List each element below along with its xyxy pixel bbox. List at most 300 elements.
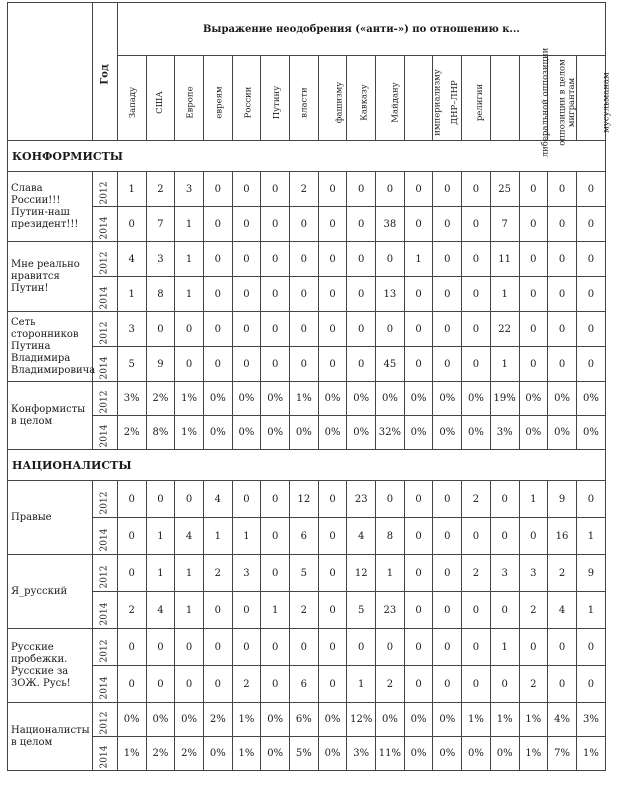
value-cell: 0 [232,172,261,207]
year-column-header [93,3,118,141]
value-cell: 2 [462,555,491,592]
value-cell: 0 [433,592,462,629]
value-cell: 2% [117,416,146,450]
value-cell: 0 [519,242,548,277]
value-cell: 2% [203,703,232,737]
table-row [8,629,606,666]
value-cell: 0 [203,312,232,347]
value-cell: 0 [290,277,319,312]
value-cell: 0% [548,382,577,416]
value-cell: 0 [318,172,347,207]
value-cell: 0 [175,347,204,382]
value-cell: 11 [490,242,519,277]
value-cell: 0% [318,703,347,737]
value-cell: 0 [318,666,347,703]
year-cell [93,312,118,347]
value-cell: 1 [404,242,433,277]
value-cell: 1 [261,592,290,629]
value-cell: 4 [117,242,146,277]
value-cell: 0 [490,666,519,703]
value-cell: 0 [548,666,577,703]
value-cell: 7 [146,207,175,242]
year-cell [93,242,118,277]
value-cell: 2 [519,666,548,703]
value-cell: 2% [146,737,175,771]
value-cell: 38 [376,207,405,242]
year-cell [93,416,118,450]
year-cell [93,382,118,416]
value-cell: 0% [548,416,577,450]
table-row [8,277,606,312]
value-cell: 0 [433,555,462,592]
section-title: НАЦИОНАЛИСТЫ [8,450,606,481]
value-cell: 0% [175,703,204,737]
year-label: 2012 [99,565,110,588]
value-cell: 0 [404,555,433,592]
year-label: 2014 [99,676,110,699]
column-header-label: Путину [272,85,283,119]
column-header-label: ДНР–ЛНР [450,79,461,125]
value-cell: 0 [376,312,405,347]
value-cell: 23 [376,592,405,629]
value-cell: 0% [433,416,462,450]
value-cell: 0% [347,382,376,416]
value-cell: 1% [232,737,261,771]
table-row [8,347,606,382]
value-cell: 0 [462,592,491,629]
value-cell: 0 [548,277,577,312]
year-label: 2012 [99,711,110,735]
value-cell: 0 [433,277,462,312]
value-cell: 0% [433,382,462,416]
value-cell: 0% [519,416,548,450]
value-cell: 0 [433,172,462,207]
value-cell: 0 [433,207,462,242]
value-cell: 0 [117,481,146,518]
value-cell: 0 [203,172,232,207]
value-cell: 4 [347,518,376,555]
value-cell: 0% [261,703,290,737]
column-header-label: Европе [185,85,196,119]
column-header [490,47,551,157]
value-cell: 3 [490,555,519,592]
value-cell: 1% [117,737,146,771]
value-cell: 0 [404,312,433,347]
column-header-label: власти [299,86,310,118]
value-cell: 0% [290,416,319,450]
value-cell: 0 [117,555,146,592]
value-cell: 0 [519,207,548,242]
value-cell: 0 [232,347,261,382]
column-header-label: мусульманам [601,71,612,133]
value-cell: 0 [318,518,347,555]
value-cell: 1 [519,481,548,518]
column-header-label: Майдану [390,81,401,123]
value-cell: 0% [462,382,491,416]
column-header [404,56,443,141]
value-cell: 0% [146,703,175,737]
value-cell: 0 [376,172,405,207]
value-cell: 0 [146,629,175,666]
value-cell: 0 [146,666,175,703]
value-cell: 0 [519,312,548,347]
value-cell: 0 [203,592,232,629]
value-cell: 0 [576,172,605,207]
table-row [8,382,606,416]
value-cell: 1 [117,277,146,312]
value-cell: 16 [548,518,577,555]
value-cell: 0% [203,416,232,450]
value-cell: 0 [232,312,261,347]
value-cell: 0 [376,242,405,277]
year-label: 2014 [99,424,110,448]
value-cell: 0% [433,703,462,737]
value-cell: 0 [318,347,347,382]
value-cell: 3% [347,737,376,771]
value-cell: 0 [318,555,347,592]
value-cell: 0 [261,347,290,382]
value-cell: 0 [433,629,462,666]
value-cell: 3% [490,416,519,450]
value-cell: 0 [462,277,491,312]
value-cell: 7 [490,207,519,242]
value-cell: 6 [290,518,319,555]
value-cell: 0 [290,207,319,242]
year-cell [93,481,118,518]
value-cell: 0 [318,242,347,277]
survey-table-wrapper [7,2,612,771]
value-cell: 13 [376,277,405,312]
year-label: 2014 [99,216,110,239]
value-cell: 0 [117,666,146,703]
group-name: Конформисты в целом [8,382,93,450]
value-cell: 0 [347,629,376,666]
year-label: 2012 [99,390,110,414]
column-header-label: фашизму [333,81,344,123]
year-label: 2014 [99,286,110,309]
value-cell: 0 [261,666,290,703]
column-header [376,56,405,141]
table-row [8,481,606,518]
value-cell: 0 [318,629,347,666]
value-cell: 0% [404,737,433,771]
value-cell: 0 [318,481,347,518]
value-cell: 1 [146,555,175,592]
value-cell: 2 [146,172,175,207]
value-cell: 1 [576,592,605,629]
value-cell: 0% [318,416,347,450]
value-cell: 0 [261,481,290,518]
value-cell: 0% [203,737,232,771]
value-cell: 0 [232,242,261,277]
column-header [290,56,319,141]
column-header [175,56,204,141]
value-cell: 0 [490,592,519,629]
value-cell: 0 [347,207,376,242]
value-cell: 8 [376,518,405,555]
value-cell: 0 [376,481,405,518]
value-cell: 32% [376,416,405,450]
value-cell: 0 [433,518,462,555]
value-cell: 22 [490,312,519,347]
value-cell: 0 [576,277,605,312]
value-cell: 0 [433,666,462,703]
value-cell: 3 [232,555,261,592]
value-cell: 12 [290,481,319,518]
value-cell: 0 [462,242,491,277]
value-cell: 0 [203,242,232,277]
value-cell: 19% [490,382,519,416]
value-cell: 1 [175,592,204,629]
group-name: Слава России!!! Путин-наш президент!!! [8,172,93,242]
value-cell: 0 [117,629,146,666]
value-cell: 0 [404,347,433,382]
value-cell: 0 [548,207,577,242]
value-cell: 0 [490,481,519,518]
value-cell: 0 [261,555,290,592]
value-cell: 0 [576,347,605,382]
value-cell: 0% [232,382,261,416]
value-cell: 0% [261,382,290,416]
value-cell: 0 [347,172,376,207]
value-cell: 2 [290,592,319,629]
value-cell: 0 [376,629,405,666]
value-cell: 0 [576,629,605,666]
value-cell: 12% [347,703,376,737]
year-cell [93,207,118,242]
value-cell: 0% [261,737,290,771]
value-cell: 0 [576,207,605,242]
table-row [8,312,606,347]
value-cell: 5% [290,737,319,771]
value-cell: 0 [203,207,232,242]
column-header [576,56,612,141]
value-cell: 1 [232,518,261,555]
group-name: Сеть сторонников Путина Владимира Владимировича [8,312,93,382]
anti-attitudes-table [7,2,612,771]
value-cell: 0% [203,382,232,416]
value-cell: 0% [576,382,605,416]
value-cell: 2 [548,555,577,592]
value-cell: 0 [290,347,319,382]
value-cell: 23 [347,481,376,518]
value-cell: 3% [576,703,605,737]
value-cell: 1% [519,737,548,771]
value-cell: 7% [548,737,577,771]
value-cell: 1% [175,416,204,450]
value-cell: 1 [490,277,519,312]
group-name: Я_русский [8,555,93,629]
value-cell: 1 [376,555,405,592]
value-cell: 0 [232,207,261,242]
value-cell: 0 [203,666,232,703]
value-cell: 25 [490,172,519,207]
value-cell: 0 [548,242,577,277]
value-cell: 0 [404,277,433,312]
value-cell: 0 [576,312,605,347]
value-cell: 0 [117,518,146,555]
value-cell: 0 [462,312,491,347]
column-header [261,56,290,141]
value-cell: 0% [117,703,146,737]
value-cell: 0 [146,312,175,347]
value-cell: 1 [347,666,376,703]
value-cell: 0 [519,277,548,312]
value-cell: 0 [519,629,548,666]
value-cell: 6 [290,666,319,703]
year-cell [93,666,118,703]
column-header [203,56,232,141]
value-cell: 0 [261,207,290,242]
value-cell: 0 [261,312,290,347]
value-cell: 0 [146,481,175,518]
value-cell: 0 [261,277,290,312]
value-cell: 4 [175,518,204,555]
year-label: 2012 [99,639,110,662]
value-cell: 11% [376,737,405,771]
column-header [232,56,261,141]
value-cell: 4 [203,481,232,518]
year-cell [93,703,118,737]
year-label: 2012 [99,491,110,514]
year-cell [93,737,118,771]
value-cell: 1 [117,172,146,207]
value-cell: 8 [146,277,175,312]
year-cell [93,555,118,592]
value-cell: 0 [462,347,491,382]
table-row [8,666,606,703]
value-cell: 0 [462,629,491,666]
value-cell: 1 [175,242,204,277]
year-label: 2012 [99,251,110,274]
table-row [8,172,606,207]
column-header-label: Кавказу [360,83,371,121]
value-cell: 3% [117,382,146,416]
value-cell: 1 [203,518,232,555]
group-name: Националисты в целом [8,703,93,771]
value-cell: 0% [462,416,491,450]
value-cell: 3 [146,242,175,277]
value-cell: 0 [117,207,146,242]
value-cell: 0 [347,312,376,347]
value-cell: 1 [175,207,204,242]
value-cell: 1% [232,703,261,737]
value-cell: 0 [347,277,376,312]
value-cell: 0% [261,416,290,450]
value-cell: 1 [490,629,519,666]
group-name: Русские пробежки. Русские за ЗОЖ. Русь! [8,629,93,703]
column-header-label: США [154,90,165,114]
value-cell: 0% [404,382,433,416]
section-row [8,450,606,481]
value-cell: 0% [576,416,605,450]
value-cell: 0 [261,629,290,666]
value-cell: 8% [146,416,175,450]
year-label: 2014 [99,528,110,551]
value-cell: 1% [175,382,204,416]
value-cell: 0 [433,242,462,277]
value-cell: 0 [232,277,261,312]
value-cell: 0 [519,347,548,382]
value-cell: 0 [261,172,290,207]
table-row [8,242,606,277]
value-cell: 0 [232,481,261,518]
column-header-label: либеральной оппозиции [540,47,551,157]
table-title-text: Выражение неодобрения («анти-») по отношению к... [202,23,520,35]
group-name: Правые [8,481,93,555]
value-cell: 0 [261,518,290,555]
value-cell: 0 [404,592,433,629]
table-row [8,416,606,450]
value-cell: 0 [347,242,376,277]
year-header-label: Год [99,64,111,85]
value-cell: 1 [576,518,605,555]
value-cell: 6% [290,703,319,737]
group-name: Мне реально нравится Путин! [8,242,93,312]
value-cell: 0 [548,347,577,382]
value-cell: 0 [175,629,204,666]
value-cell: 0 [548,172,577,207]
value-cell: 0 [576,242,605,277]
section-row [8,141,606,172]
column-header [462,56,491,141]
year-cell [93,277,118,312]
column-header-label: Западу [128,86,139,118]
year-cell [93,347,118,382]
value-cell: 0 [462,518,491,555]
value-cell: 0 [203,347,232,382]
value-cell: 0 [433,481,462,518]
value-cell: 0 [175,666,204,703]
value-cell: 0% [232,416,261,450]
value-cell: 0 [404,481,433,518]
value-cell: 9 [146,347,175,382]
value-cell: 0 [318,277,347,312]
column-header [347,56,376,141]
year-cell [93,629,118,666]
value-cell: 0% [433,737,462,771]
column-header-label: религии [475,83,486,121]
year-label: 2014 [99,602,110,625]
value-cell: 3 [175,172,204,207]
value-cell: 1 [490,347,519,382]
column-header-label: оппозиции в целом [557,58,568,146]
value-cell: 1% [576,737,605,771]
value-cell: 0% [376,382,405,416]
table-body [8,141,606,771]
column-header-label: мигрантам [567,77,578,127]
value-cell: 45 [376,347,405,382]
value-cell: 0 [548,312,577,347]
value-cell: 0 [576,481,605,518]
year-cell [93,518,118,555]
table-row [8,703,606,737]
column-header [117,56,146,141]
value-cell: 0% [519,382,548,416]
value-cell: 0 [203,629,232,666]
value-cell: 0% [347,416,376,450]
table-row [8,592,606,629]
year-cell [93,592,118,629]
value-cell: 0 [576,666,605,703]
column-header [318,56,347,141]
table-row [8,737,606,771]
value-cell: 0 [404,207,433,242]
value-cell: 0 [261,242,290,277]
value-cell: 0 [232,629,261,666]
value-cell: 4 [548,592,577,629]
value-cell: 2 [376,666,405,703]
